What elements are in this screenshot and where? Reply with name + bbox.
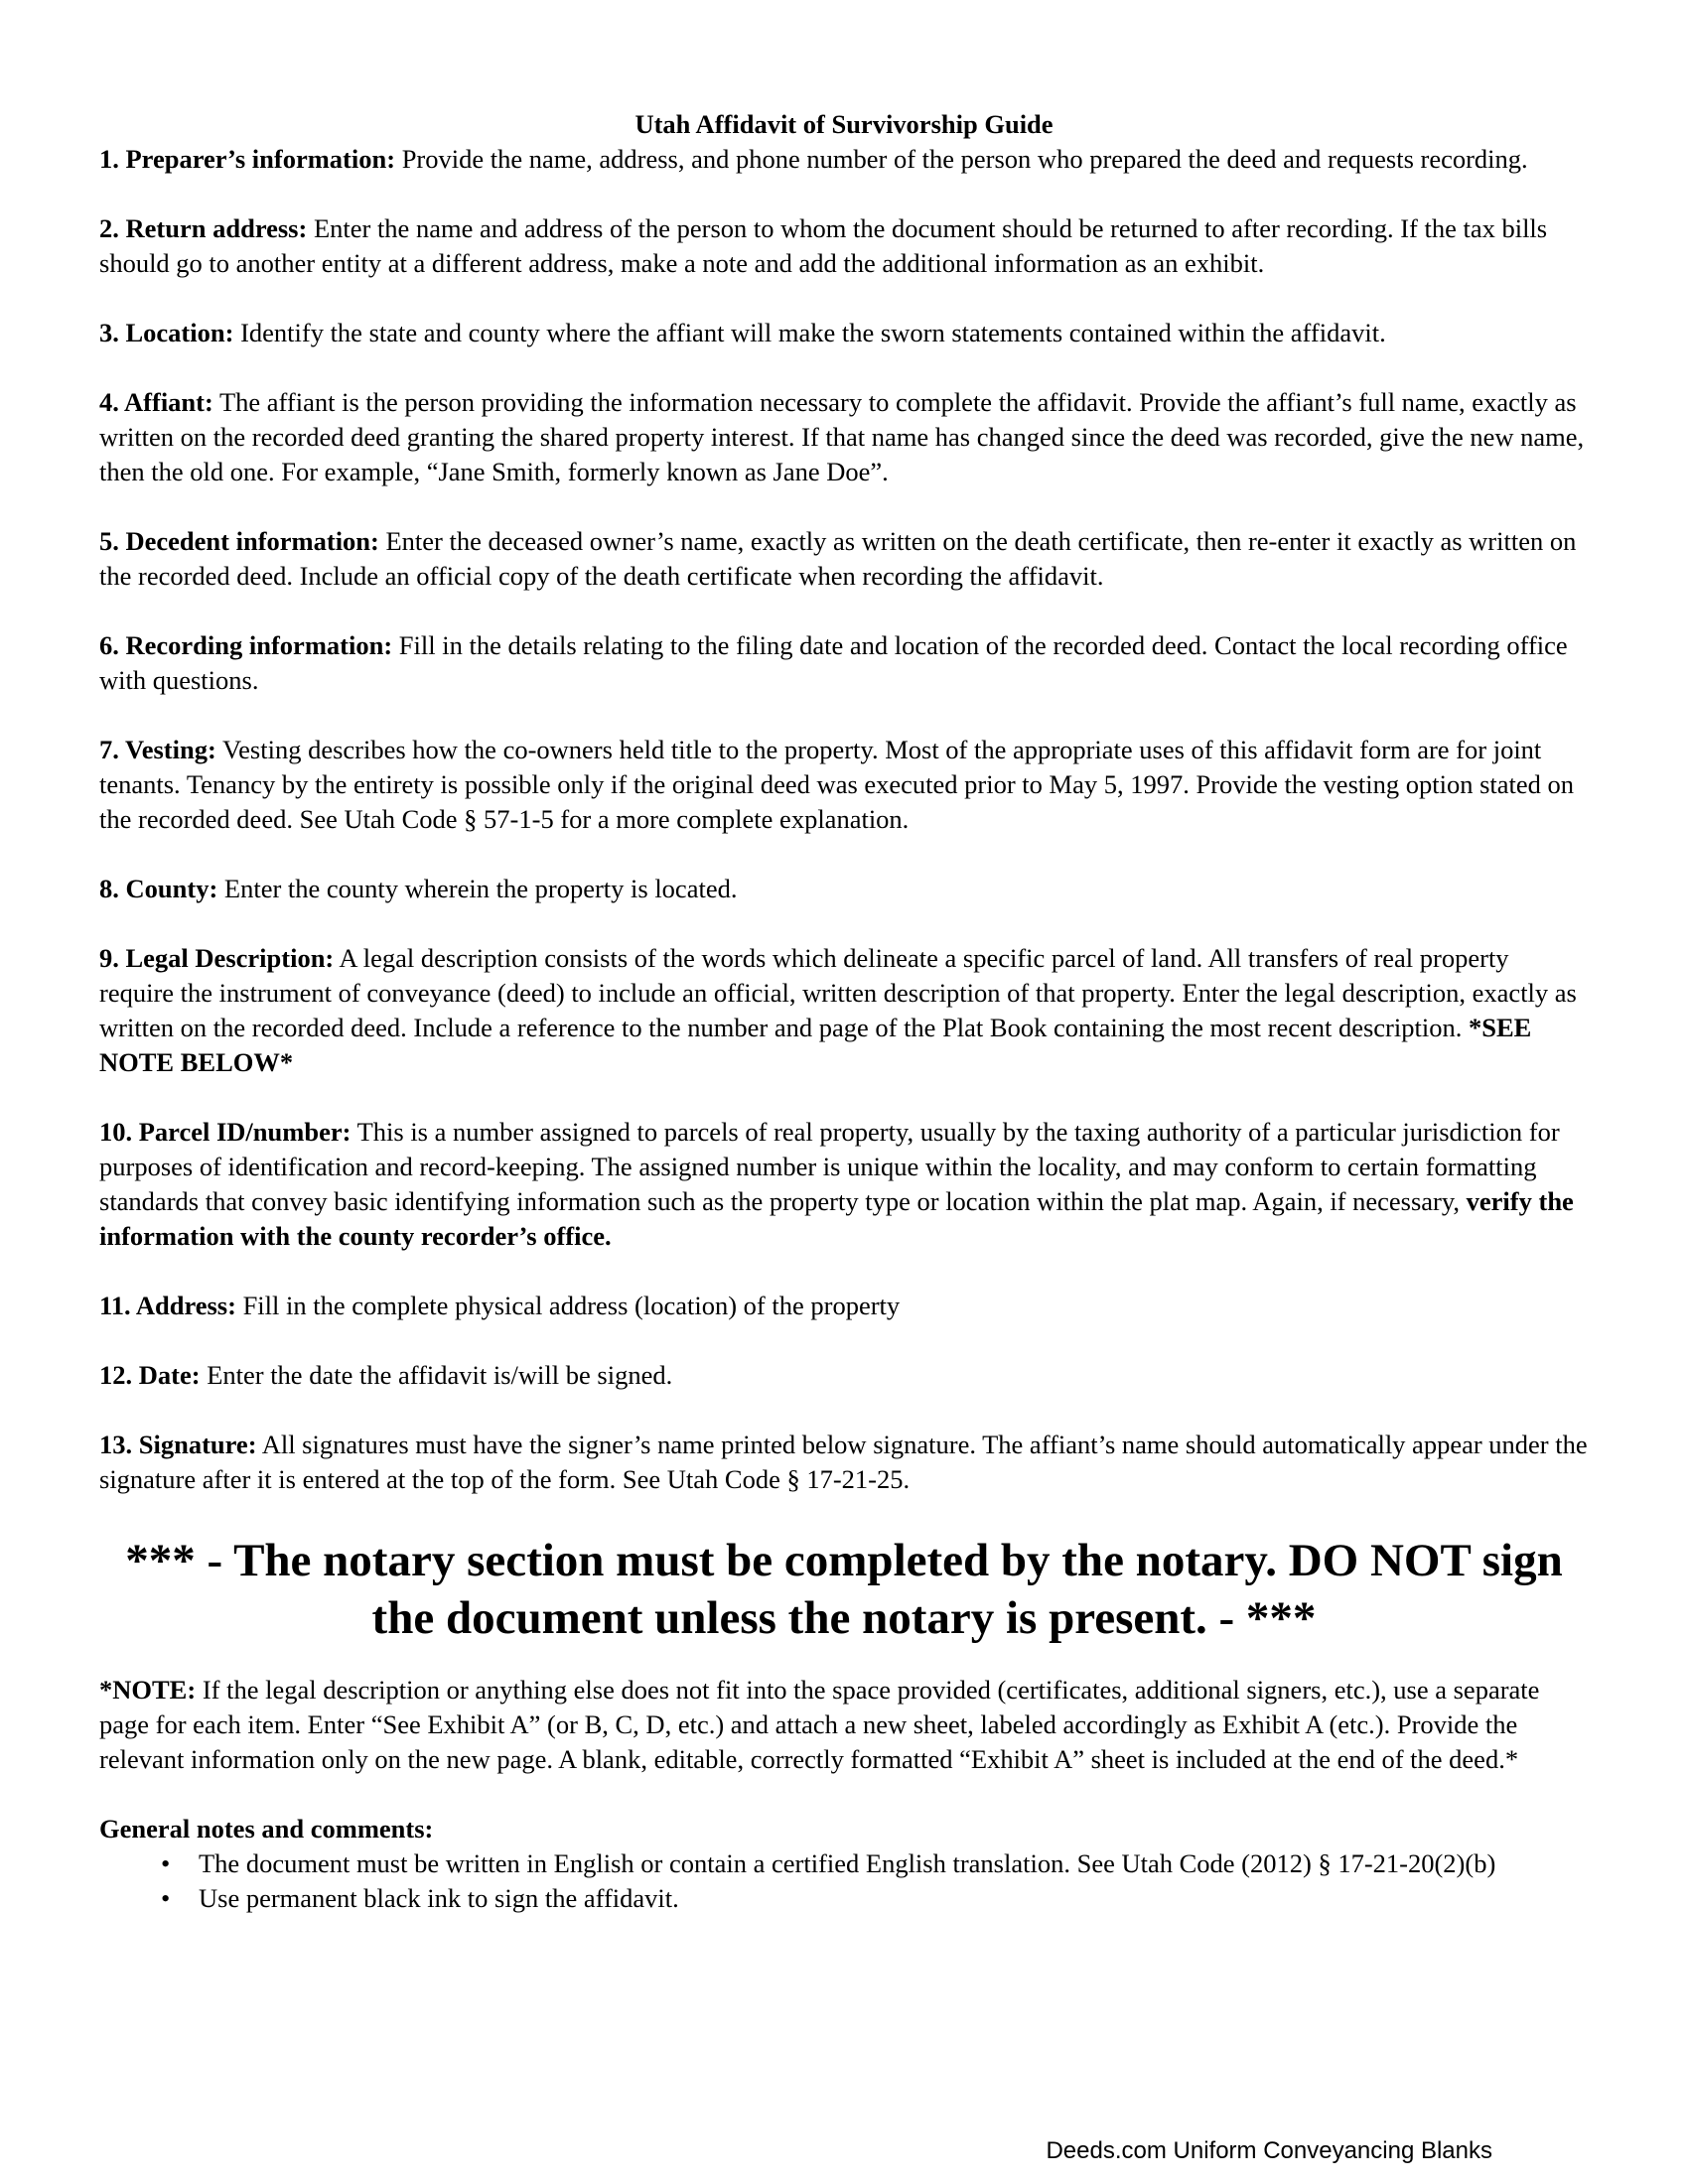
item-text: Enter the name and address of the person to whom the document should be returned to after recording. If the tax bills should go to another entity at a different address, make a note and add the additional information as an exhibit. <box>99 213 1548 278</box>
item-text: A legal description consists of the words which delineate a specific parcel of land. All transfers of real property require the instrument of conveyance (deed) to include an official, written description of that property. Enter the legal description, exactly as written on the recorded deed. Include a reference to the number and page of the Plat Book containing the most recent description. <box>99 943 1577 1042</box>
item-label: 6. Recording information: <box>99 630 393 660</box>
item-text: Fill in the complete physical address (location) of the property <box>235 1291 901 1320</box>
item-label: 4. Affiant: <box>99 387 213 417</box>
item-text: Provide the name, address, and phone number of the person who prepared the deed and requests recording. <box>395 144 1528 174</box>
document-page <box>99 107 1589 1916</box>
list-item <box>99 1881 1589 1916</box>
instruction-item <box>99 524 1589 594</box>
instruction-item <box>99 211 1589 281</box>
item-text: The affiant is the person providing the information necessary to complete the affidavit. Provide the affiant’s full name, exactly as written on the recorded deed granting the shared property interest. If that name has changed since the deed was recorded, give the new name, then the old one. For example, “Jane Smith, formerly known as Jane Doe”. <box>99 387 1585 486</box>
item-label: 7. Vesting: <box>99 735 216 764</box>
general-notes <box>99 1812 1589 1916</box>
instruction-item <box>99 628 1589 698</box>
instruction-item <box>99 1289 1589 1323</box>
instruction-item <box>99 941 1589 1080</box>
item-text: All signatures must have the signer’s name printed below signature. The affiant’s name should automatically appear under the signature after it is entered at the top of the form. See Utah Code § 17-21-25. <box>99 1430 1588 1494</box>
instruction-item <box>99 385 1589 489</box>
item-text: Fill in the details relating to the filing date and location of the recorded deed. Contact the local recording office with questions. <box>99 630 1568 695</box>
list-item <box>99 1846 1589 1881</box>
item-text: Enter the deceased owner’s name, exactly as written on the death certificate, then re-enter it exactly as written on the recorded deed. Include an official copy of the death certificate when recording the affidavit. <box>99 526 1577 591</box>
instruction-list <box>99 142 1589 1497</box>
item-emphasis: *SEE NOTE BELOW* <box>99 1013 1532 1077</box>
instruction-item <box>99 1428 1589 1497</box>
item-text: Enter the county wherein the property is located. <box>217 874 738 903</box>
instruction-item <box>99 733 1589 837</box>
list-item-text: Use permanent black ink to sign the affidavit. <box>199 1883 679 1913</box>
item-label: 5. Decedent information: <box>99 526 379 556</box>
instruction-item <box>99 872 1589 906</box>
item-emphasis: verify the information with the county recorder’s office. <box>99 1186 1574 1251</box>
item-text: Vesting describes how the co-owners held title to the property. Most of the appropriate uses of this affidavit form are for joint tenants. Tenancy by the entirety is possible only if the original deed was executed prior to May 5, 1997. Provide the vesting option stated on the recorded deed. See Utah Code § 57-1-5 for a more complete explanation. <box>99 735 1575 834</box>
item-label: 11. Address: <box>99 1291 236 1320</box>
instruction-item <box>99 1115 1589 1254</box>
notary-warning: *** - The notary section must be completed by the notary. DO NOT sign the document unless the notary is present. - *** <box>125 1535 1563 1644</box>
item-label: 8. County: <box>99 874 218 903</box>
item-label: 13. Signature: <box>99 1430 257 1459</box>
general-notes-heading: General notes and comments: <box>99 1814 434 1843</box>
item-label: 2. Return address: <box>99 213 308 243</box>
item-text: This is a number assigned to parcels of real property, usually by the taxing authority of a particular jurisdiction for purposes of identification and record-keeping. The assigned number is unique within the locality, and may conform to certain formatting standards that convey basic identifying information such as the property type or location within the plat map. Again, if necessary, <box>99 1117 1560 1216</box>
item-label: 1. Preparer’s information: <box>99 144 396 174</box>
item-label: 12. Date: <box>99 1360 201 1390</box>
item-label: 3. Location: <box>99 318 234 347</box>
item-label: 9. Legal Description: <box>99 943 335 973</box>
page-title: Utah Affidavit of Survivorship Guide <box>634 109 1054 139</box>
bullet-icon: • <box>161 1883 171 1913</box>
instruction-item <box>99 142 1589 177</box>
item-label: 10. Parcel ID/number: <box>99 1117 352 1147</box>
general-notes-list <box>99 1846 1589 1916</box>
instruction-item <box>99 1358 1589 1393</box>
page-footer: Deeds.com Uniform Conveyancing Blanks <box>1046 2137 1492 2164</box>
note-text: If the legal description or anything else does not fit into the space provided (certificates, additional signers, etc.), use a separate page for each item. Enter “See Exhibit A” (or B, C, D, etc.) and attach a new sheet, labeled accordingly as Exhibit A (etc.). Provide the relevant information only on the new page. A blank, editable, correctly formatted “Exhibit A” sheet is included at the end of the deed.* <box>99 1675 1540 1774</box>
list-item-text: The document must be written in English or contain a certified English translation. See Utah Code (2012) § 17-21-20(2)(b) <box>199 1848 1496 1878</box>
bullet-icon: • <box>161 1848 171 1878</box>
note-label: *NOTE: <box>99 1675 197 1705</box>
item-text: Enter the date the affidavit is/will be signed. <box>200 1360 673 1390</box>
instruction-item <box>99 316 1589 350</box>
exhibit-note <box>99 1673 1589 1777</box>
item-text: Identify the state and county where the affiant will make the sworn statements contained within the affidavit. <box>233 318 1386 347</box>
